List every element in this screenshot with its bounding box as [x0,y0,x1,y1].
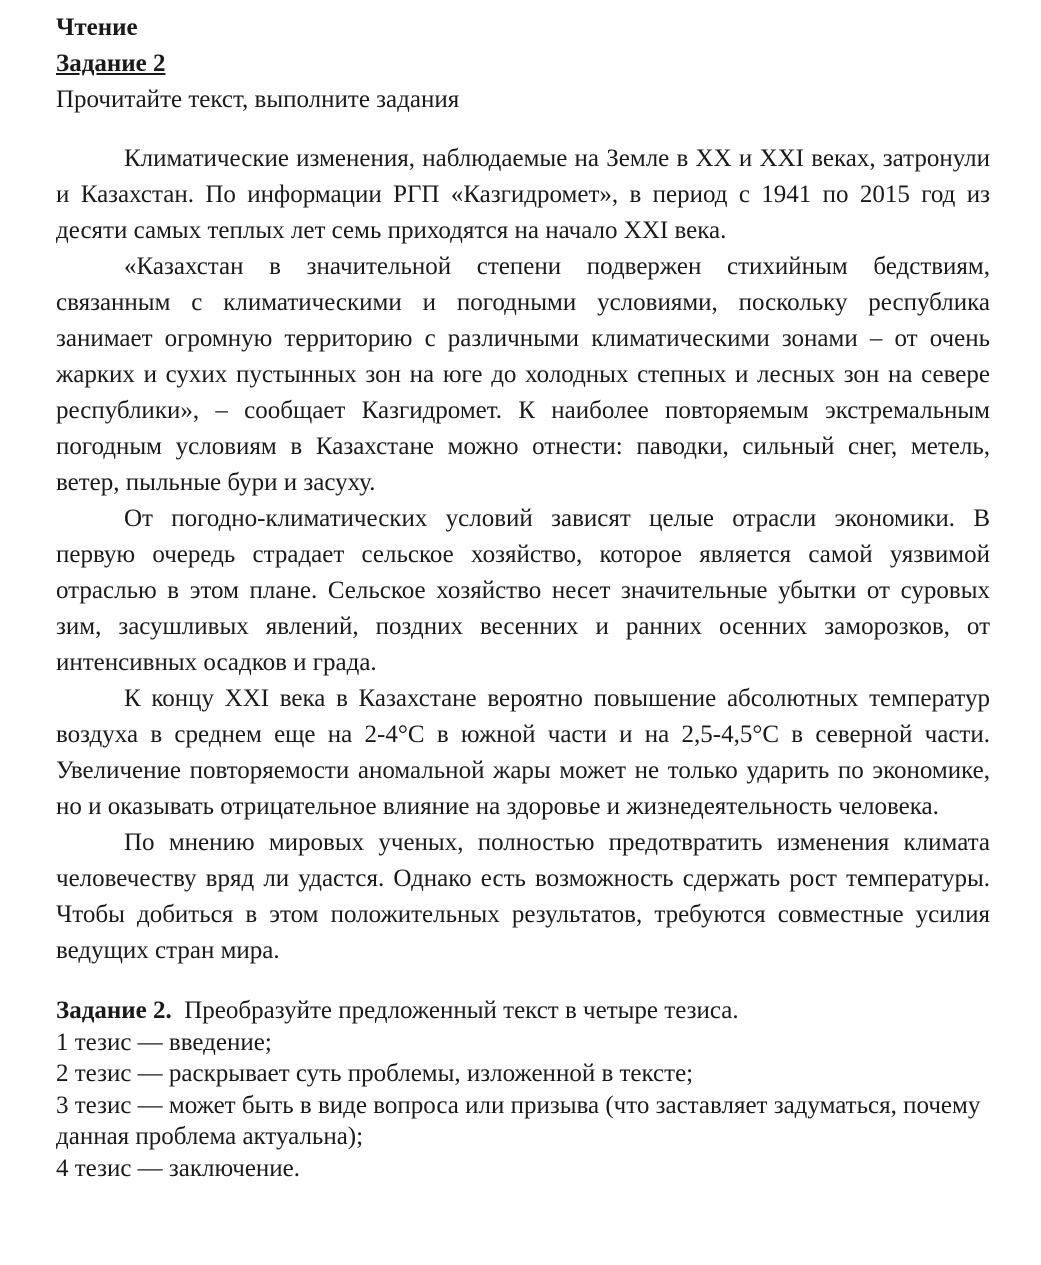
thesis-list [56,1027,990,1185]
paragraph-3: От погодно-климатических условий зависят целые отрасли экономики. В первую очередь страдает сельское хозяйство, которое является самой уязвимой отраслью в этом плане. Сельское хозяйство несет значительные убытки от суровых зим, засушливых явлений, поздних весенних и ранних осенних заморозков, от интенсивных осадков и града. [56,505,990,676]
section-heading: Чтение [56,14,138,41]
paragraph-1: Климатические изменения, наблюдаемые на Земле в XX и XXI веках, затронули и Казахстан. По информации РГП «Казгидромет», в период с 1941 по 2015 год из десяти самых теплых лет семь приходятся на начало XXI века. [56,145,990,244]
thesis-item-4: 4 тезис — заключение. [56,1154,301,1182]
document-page [56,10,990,1184]
reading-text [56,141,990,969]
paragraph-5: По мнению мировых ученых, полностью предотвратить изменения климата человечеству вряд ли удастся. Однако есть возможность сдержать рост температуры. Чтобы добиться в этом положительных результатов, требуются совместные усилия ведущих стран мира. [56,829,990,964]
task-block [56,995,990,1184]
paragraph-2: «Казахстан в значительной степени подвержен стихийным бедствиям, связанным с климатическими и погодными условиями, поскольку республика занимает огромную территорию с различными климатическими зонами – от очень жарких и сухих пустынных зон на юге до холодных степных и лесных зон на севере республики», – сообщает Казгидромет. К наиболее повторяемым экстремальным погодным условиям в Казахстане можно отнести: паводки, сильный снег, метель, ветер, пыльные бури и засуху. [56,253,990,496]
reading-instruction: Прочитайте текст, выполните задания [56,86,460,113]
thesis-item-1: 1 тезис — введение; [56,1028,272,1056]
thesis-item-2: 2 тезис — раскрывает суть проблемы, изложенной в тексте; [56,1060,694,1087]
task-instruction: Преобразуйте предложенный текст в четыре тезиса. [184,997,739,1024]
task-label: Задание 2. [56,997,172,1024]
paragraph-4: К концу XXI века в Казахстане вероятно повышение абсолютных температур воздуха в среднем еще на 2-4°С в южной части и на 2,5-4,5°С в северной части. Увеличение повторяемости аномальной жары может не только ударить по экономике, но и оказывать отрицательное влияние на здоровье и жизнедеятельность человека. [56,685,990,820]
task-heading: Задание 2 [56,50,166,77]
thesis-item-3: 3 тезис — может быть в виде вопроса или призыва (что заставляет задуматься, почему данная проблема актуальна); [56,1091,981,1150]
task-statement [56,995,990,1027]
